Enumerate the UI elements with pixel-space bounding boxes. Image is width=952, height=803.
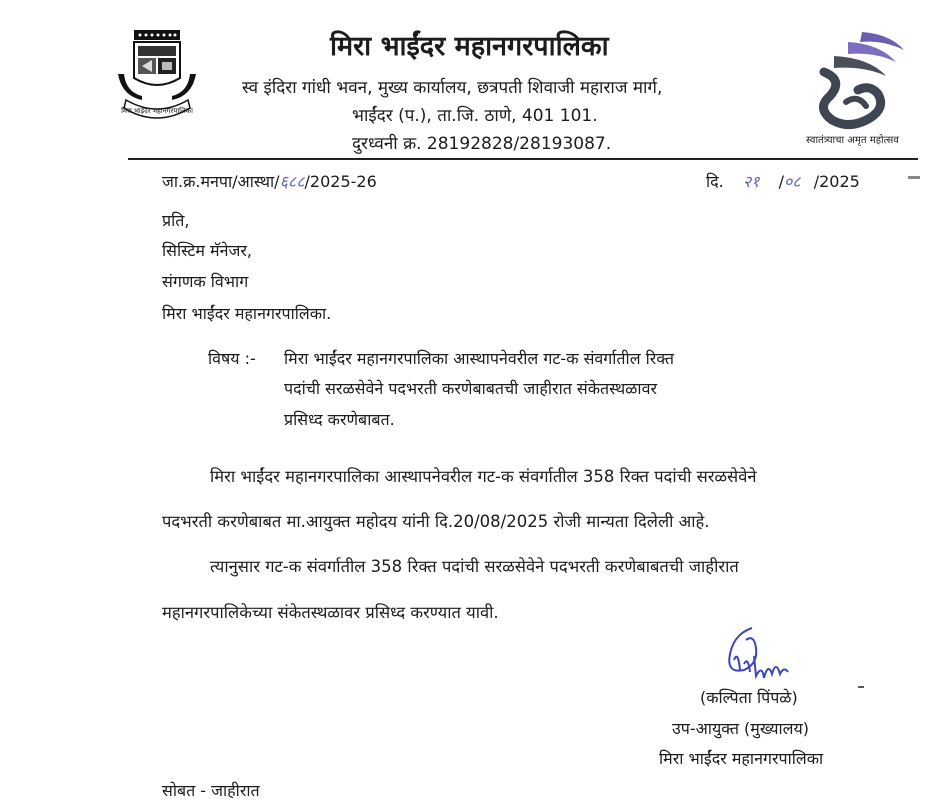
- signatory-organisation: मिरा भाईंदर महानगरपालिका: [659, 749, 824, 768]
- date-year: /2025: [813, 172, 860, 191]
- signatory-designation: उप-आयुक्त (मुख्यालय): [672, 719, 810, 738]
- body-paragraph-2-line-1: त्यानुसार गट-क संवर्गातील 358 रिक्त पदांची सरळसेवेने पदभरती करणेबाबतची जाहीरात: [210, 557, 739, 576]
- letter-date: [706, 170, 860, 192]
- subject-line-2: पदांची सरळसेवेने पदभरती करणेबाबतची जाहीरात संकेतस्थळावर: [284, 379, 658, 398]
- enclosure-note: सोबत - जाहीरात: [162, 781, 260, 800]
- amrit-mahotsav-caption: स्वातंत्र्याचा अमृत महोत्सव: [806, 135, 899, 146]
- address-line-2: भाईंदर (प.), ता.जि. ठाणे, 401 101.: [352, 106, 598, 126]
- body-paragraph-1-line-2: पदभरती करणेबाबत मा.आयुक्त महोदय यांनी दि.20/08/2025 रोजी मान्यता दिलेली आहे.: [162, 512, 710, 531]
- phone-numbers: दुरध्वनी क्र. 28192828/28193087.: [352, 134, 612, 154]
- date-separator: /: [778, 172, 784, 191]
- emblem-caption-text: मिरा भाईंदर महानगरपालिका: [121, 107, 193, 115]
- recipient-line-2: संगणक विभाग: [162, 272, 249, 291]
- reference-suffix: /2025-26: [304, 172, 377, 191]
- signature: [712, 620, 822, 688]
- subject-line-1: मिरा भाईंदर महानगरपालिका आस्थापनेवरील गट-क संवर्गातील रिक्त: [284, 349, 675, 368]
- signatory-name: (कल्पिता पिंपळे): [700, 688, 798, 707]
- municipal-corporation-emblem: [112, 26, 202, 126]
- handwritten-day: २१: [742, 172, 760, 191]
- header-divider: [128, 158, 918, 160]
- handwritten-reference-no: ६८८: [279, 172, 305, 191]
- subject-line-3: प्रसिध्द करणेबाबत.: [284, 410, 395, 429]
- date-prefix: दि.: [706, 172, 724, 191]
- letterhead-title: मिरा भाईंदर महानगरपालिका: [330, 31, 609, 62]
- recipient-line-1: सिस्टिम मॅनेजर,: [162, 241, 252, 260]
- subject-label: विषय :-: [208, 349, 256, 368]
- scan-mark: [908, 176, 920, 179]
- recipient-to: प्रति,: [162, 211, 190, 230]
- body-paragraph-1-line-1: मिरा भाईंदर महानगरपालिका आस्थापनेवरील गट-क संवर्गातील 358 रिक्त पदांची सरळसेवेने: [210, 467, 757, 486]
- recipient-line-3: मिरा भाईंदर महानगरपालिका.: [162, 304, 332, 323]
- reference-number: [162, 170, 377, 192]
- handwritten-month: ०८: [783, 172, 801, 191]
- signature-tick: [858, 686, 864, 688]
- address-line-1: स्व इंदिरा गांधी भवन, मुख्य कार्यालय, छत्रपती शिवाजी महाराज मार्ग,: [242, 78, 663, 98]
- body-paragraph-2-line-2: महानगरपालिकेच्या संकेतस्थळावर प्रसिध्द करण्यात यावी.: [162, 603, 499, 622]
- reference-prefix: जा.क्र.मनपा/आस्था/: [162, 172, 280, 191]
